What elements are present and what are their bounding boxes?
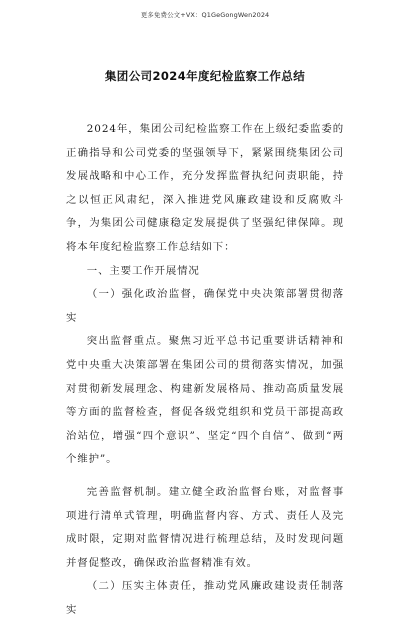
intro-paragraph: 2024年，集团公司纪检监察工作在上级纪委监委的正确指导和公司党委的坚强领导下，紧紧围绕集团公司发展战略和中心工作，充分发挥监督执纪问责职能，持之以恒正风肃纪，深入推进党风廉政建设和反腐败斗争，为集团公司健康稳定发展提供了坚强纪律保障。现将本年度纪检监察工作总结如下：: [66, 123, 344, 253]
header-note: 更多免费公文+VX：Q1GeGongWen2024: [140, 11, 270, 19]
document-body: [66, 118, 344, 622]
subsection-heading-1: （一）强化政治监督，确保党中央决策部署贯彻落实: [66, 288, 344, 324]
paragraph-gap: [66, 472, 344, 481]
paragraph-supervision-mechanism: 完善监督机制。建立健全政治监督台账，对监督事项进行清单式管理，明确监督内容、方式、责任人及完成时限，定期对监督情况进行梳理总结，及时发现问题并督促整改，确保政治监督精准有效。: [66, 485, 344, 569]
document-title: 集团公司2024年度纪检监察工作总结: [104, 69, 306, 83]
paragraph-political-supervision-focus: 突出监督重点。聚焦习近平总书记重要讲话精神和党中央重大决策部署在集团公司的贯彻落实情况，加强对贯彻新发展理念、构建新发展格局、推动高质量发展等方面的监督检查，督促各级党组织和党员干部提高政治站位，增强“四个意识”、坚定“四个自信”、做到“两个维护”。: [66, 335, 344, 466]
section-heading-1: 一、主要工作开展情况: [86, 264, 200, 277]
subsection-heading-2: （二）压实主体责任，推动党风廉政建设责任制落实: [66, 580, 344, 616]
